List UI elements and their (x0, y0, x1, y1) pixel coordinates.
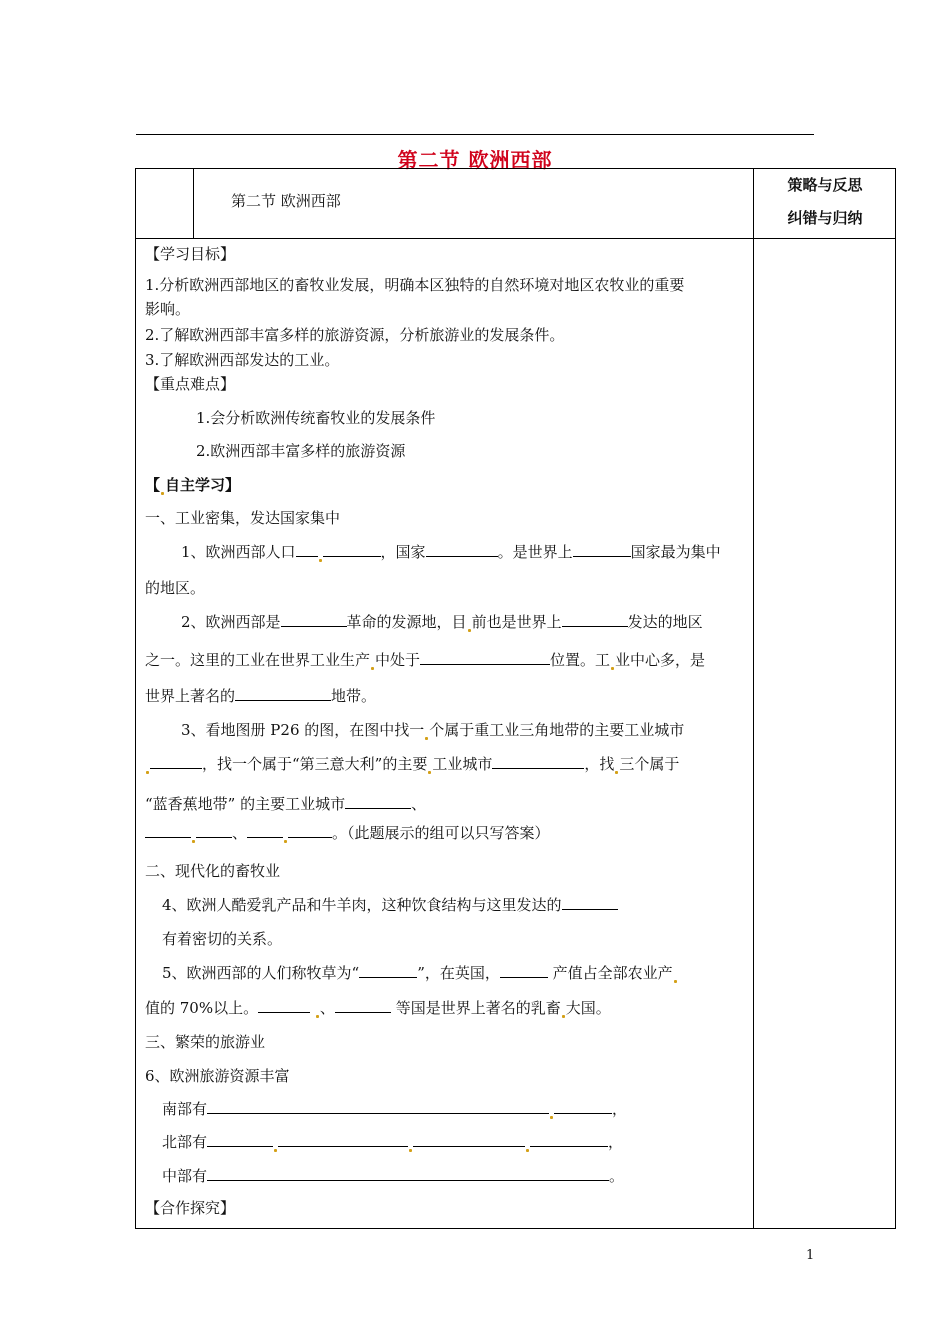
highlight-mark (192, 840, 195, 843)
question-3-cont3: 、 。（此题展示的组可以只写答案） (145, 823, 550, 843)
answer-blank[interactable] (235, 686, 331, 701)
answer-blank[interactable] (288, 823, 332, 838)
side-heading-strategy: 策略与反思 (787, 176, 863, 194)
answer-blank[interactable] (296, 542, 318, 557)
header-row-divider (135, 238, 896, 239)
side-column-divider (753, 168, 754, 1229)
question-1: 1、欧洲西部人口 ，国家 。是世界上 国家最为集中 (181, 543, 721, 561)
middle-line: 中部有 。 (162, 1167, 625, 1185)
highlight-mark (146, 771, 149, 774)
highlight-mark (425, 737, 428, 740)
answer-blank[interactable] (426, 542, 498, 557)
highlight-mark (284, 840, 287, 843)
answer-blank[interactable] (345, 794, 411, 809)
answer-blank[interactable] (207, 1132, 273, 1147)
document-title: 第二节 欧洲西部 (397, 148, 553, 172)
answer-blank[interactable] (207, 1166, 609, 1181)
section-1-title: 一、工业密集，发达国家集中 (145, 509, 341, 527)
answer-blank[interactable] (530, 1132, 608, 1147)
cooperate-heading: 【合作探究】 (145, 1199, 236, 1217)
answer-blank[interactable] (359, 963, 417, 978)
highlight-mark (468, 629, 471, 632)
answer-blank[interactable] (150, 754, 202, 769)
question-3-cont: ，找一个属于“第三意大利”的主要 工业城市 ，找 三个属于 (145, 754, 679, 774)
answer-blank[interactable] (247, 823, 283, 838)
answer-blank[interactable] (278, 1132, 408, 1147)
highlight-mark (161, 492, 164, 495)
self-study-heading: 【 自主学习】 (145, 476, 241, 494)
section-3-title: 三、繁荣的旅游业 (145, 1033, 266, 1051)
question-6: 6、欧洲旅游资源丰富 (145, 1067, 290, 1085)
highlight-mark (526, 1149, 529, 1152)
answer-blank[interactable] (281, 612, 347, 627)
objective-3: 3.了解欧洲西部发达的工业。 (145, 351, 340, 369)
answer-blank[interactable] (196, 823, 232, 838)
answer-blank[interactable] (413, 1132, 525, 1147)
answer-blank[interactable] (145, 823, 191, 838)
highlight-mark (371, 667, 374, 670)
side-heading-correction: 纠错与归纳 (787, 209, 863, 227)
header-divider-left (193, 168, 194, 238)
answer-blank[interactable] (335, 998, 391, 1013)
page-number: 1 (806, 1248, 815, 1263)
question-5: 5、欧洲西部的人们称牧草为“ ”，在英国， 产值占全部农业产 (162, 963, 678, 983)
objective-1-line1: 1.分析欧洲西部地区的畜牧业发展，明确本区独特的自然环境对地区农牧业的重要 (145, 276, 685, 294)
answer-blank[interactable] (562, 612, 628, 627)
answer-blank[interactable] (554, 1099, 612, 1114)
highlight-mark (674, 980, 677, 983)
answer-blank[interactable] (420, 650, 550, 665)
highlight-mark (562, 1015, 565, 1018)
highlight-mark (316, 1015, 319, 1018)
section-2-title: 二、现代化的畜牧业 (145, 862, 281, 880)
objectives-heading: 【学习目标】 (145, 245, 236, 263)
question-4: 4、欧洲人酷爱乳产品和牛羊肉，这种饮食结构与这里发达的 (162, 895, 618, 915)
north-line: 北部有 ， (162, 1133, 624, 1151)
highlight-mark (409, 1149, 412, 1152)
highlight-mark (319, 559, 322, 562)
highlight-mark (274, 1149, 277, 1152)
question-2: 2、欧洲西部是 革命的发源地，目 前也是世界上 发达的地区 (181, 613, 703, 631)
top-rule (136, 134, 814, 135)
answer-blank[interactable] (323, 542, 381, 557)
question-1-cont: 的地区。 (145, 579, 206, 597)
highlight-mark (550, 1116, 553, 1119)
answer-blank[interactable] (562, 895, 618, 910)
south-line: 南部有 ， (162, 1100, 628, 1118)
question-2-cont: 之一。这里的工业在世界工业生产 中处于 位置。工 业中心多，是 (145, 651, 706, 669)
question-4-cont: 有着密切的关系。 (162, 930, 283, 948)
highlight-mark (615, 771, 618, 774)
question-5-cont: 值的 70%以上。 、 等国是世界上著名的乳畜 大国。 (145, 999, 611, 1017)
question-3-cont2: “蓝香蕉地带” 的主要工业城市 、 (145, 795, 427, 813)
answer-blank[interactable] (207, 1099, 549, 1114)
answer-blank[interactable] (573, 542, 631, 557)
objective-2: 2.了解欧洲西部丰富多样的旅游资源，分析旅游业的发展条件。 (145, 326, 565, 344)
keypoint-2: 2.欧洲西部丰富多样的旅游资源 (196, 442, 406, 460)
keypoints-heading: 【重点难点】 (145, 375, 236, 393)
answer-blank[interactable] (492, 754, 584, 769)
objective-1-line2: 影响。 (145, 300, 191, 318)
answer-blank[interactable] (258, 998, 310, 1013)
answer-blank[interactable] (500, 963, 548, 978)
question-3: 3、看地图册 P26 的图，在图中找一 个属于重工业三角地带的主要工业城市 (181, 721, 685, 739)
header-lesson-title: 第二节 欧洲西部 (231, 192, 341, 210)
question-2-cont2: 世界上著名的 地带。 (145, 687, 377, 705)
keypoint-1: 1.会分析欧洲传统畜牧业的发展条件 (196, 409, 436, 427)
highlight-mark (428, 771, 431, 774)
highlight-mark (611, 667, 614, 670)
